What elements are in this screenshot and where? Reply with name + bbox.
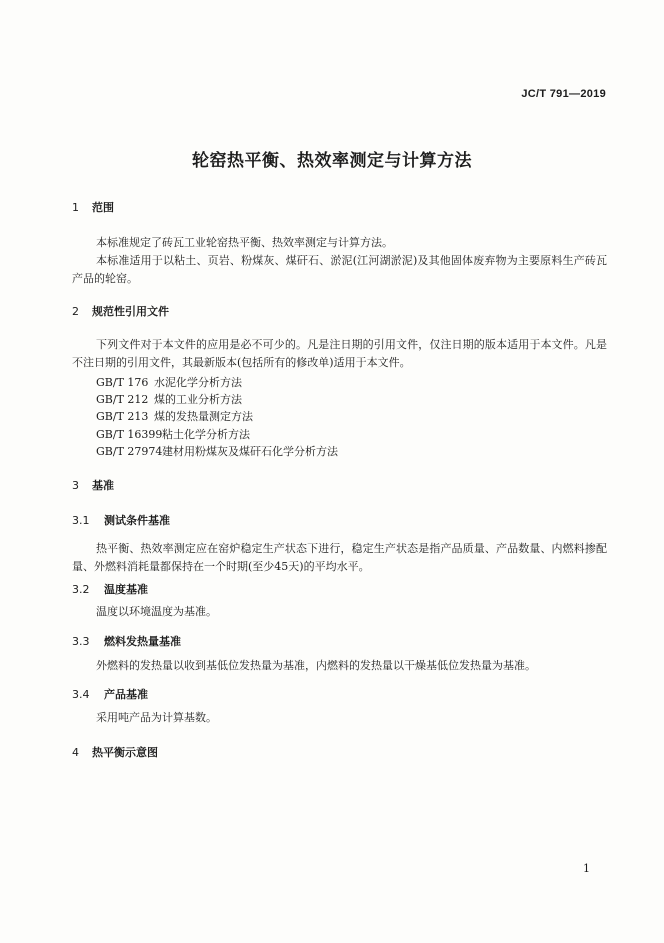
subsection-3-4-heading: [72, 686, 148, 702]
section-3-heading: [72, 477, 114, 493]
subsection-3-1-number: 3.1: [72, 514, 90, 527]
section-4-title: 热平衡示意图: [92, 746, 158, 759]
section-2-intro: 下列文件对于本文件的应用是必不可少的。凡是注日期的引用文件，仅注日期的版本适用于本文件。凡是不注日期的引用文件，其最新版本(包括所有的修改单)适用于本文件。: [72, 338, 607, 369]
subsection-3-4-number: 3.4: [72, 688, 90, 701]
section-3-number: 3: [72, 479, 79, 492]
subsection-3-2-text: 温度以环境温度为基准。: [96, 605, 217, 618]
section-1-title: 范围: [92, 201, 114, 214]
reference-item: [96, 443, 338, 459]
subsection-3-1-title: 测试条件基准: [104, 514, 170, 527]
page-number: 1: [583, 862, 590, 875]
reference-name: 煤的发热量测定方法: [154, 410, 253, 423]
subsection-3-1-heading: [72, 512, 170, 528]
subsection-3-2-title: 温度基准: [104, 583, 148, 596]
subsection-3-1-text: 热平衡、热效率测定应在窑炉稳定生产状态下进行，稳定生产状态是指产品质量、产品数量、内燃料掺配量、外燃料消耗量都保持在一个时期(至少45天)的平均水平。: [72, 542, 607, 573]
standard-code: JC/T 791—2019: [521, 88, 606, 100]
section-2-number: 2: [72, 305, 79, 318]
reference-name: 建材用粉煤灰及煤矸石化学分析方法: [162, 445, 338, 458]
subsection-3-3-number: 3.3: [72, 635, 90, 648]
section-4-heading: [72, 744, 158, 760]
reference-code: GB/T 27974: [96, 445, 163, 458]
section-1-heading: [72, 199, 114, 215]
reference-item: [96, 426, 250, 442]
section-1-number: 1: [72, 201, 79, 214]
reference-code: GB/T 213: [96, 410, 149, 423]
reference-name: 煤的工业分析方法: [154, 393, 242, 406]
section-3-title: 基准: [92, 479, 114, 492]
subsection-3-3-title: 燃料发热量基准: [104, 635, 181, 648]
subsection-3-2-heading: [72, 581, 148, 597]
reference-name: 粘土化学分析方法: [162, 428, 250, 441]
reference-item: [96, 408, 253, 424]
reference-code: GB/T 16399: [96, 428, 163, 441]
subsection-3-4-text: 采用吨产品为计算基数。: [96, 711, 217, 724]
reference-item: [96, 391, 242, 407]
reference-code: GB/T 176: [96, 376, 149, 389]
subsection-3-4-title: 产品基准: [104, 688, 148, 701]
section-2-heading: [72, 303, 169, 319]
reference-name: 水泥化学分析方法: [154, 376, 242, 389]
subsection-3-3-heading: [72, 633, 181, 649]
section-4-number: 4: [72, 746, 79, 759]
section-1-paragraph-1: 本标准规定了砖瓦工业轮窑热平衡、热效率测定与计算方法。: [96, 236, 393, 249]
reference-item: [96, 374, 242, 390]
subsection-3-2-number: 3.2: [72, 583, 90, 596]
subsection-3-3-text: 外燃料的发热量以收到基低位发热量为基准，内燃料的发热量以干燥基低位发热量为基准。: [96, 659, 536, 672]
section-2-title: 规范性引用文件: [92, 305, 169, 318]
section-1-paragraph-2: 本标准适用于以粘土、页岩、粉煤灰、煤矸石、淤泥(江河湖淤泥)及其他固体废弃物为主要原料生产砖瓦产品的轮窑。: [72, 254, 607, 285]
document-title: 轮窑热平衡、热效率测定与计算方法: [192, 151, 472, 171]
reference-code: GB/T 212: [96, 393, 149, 406]
